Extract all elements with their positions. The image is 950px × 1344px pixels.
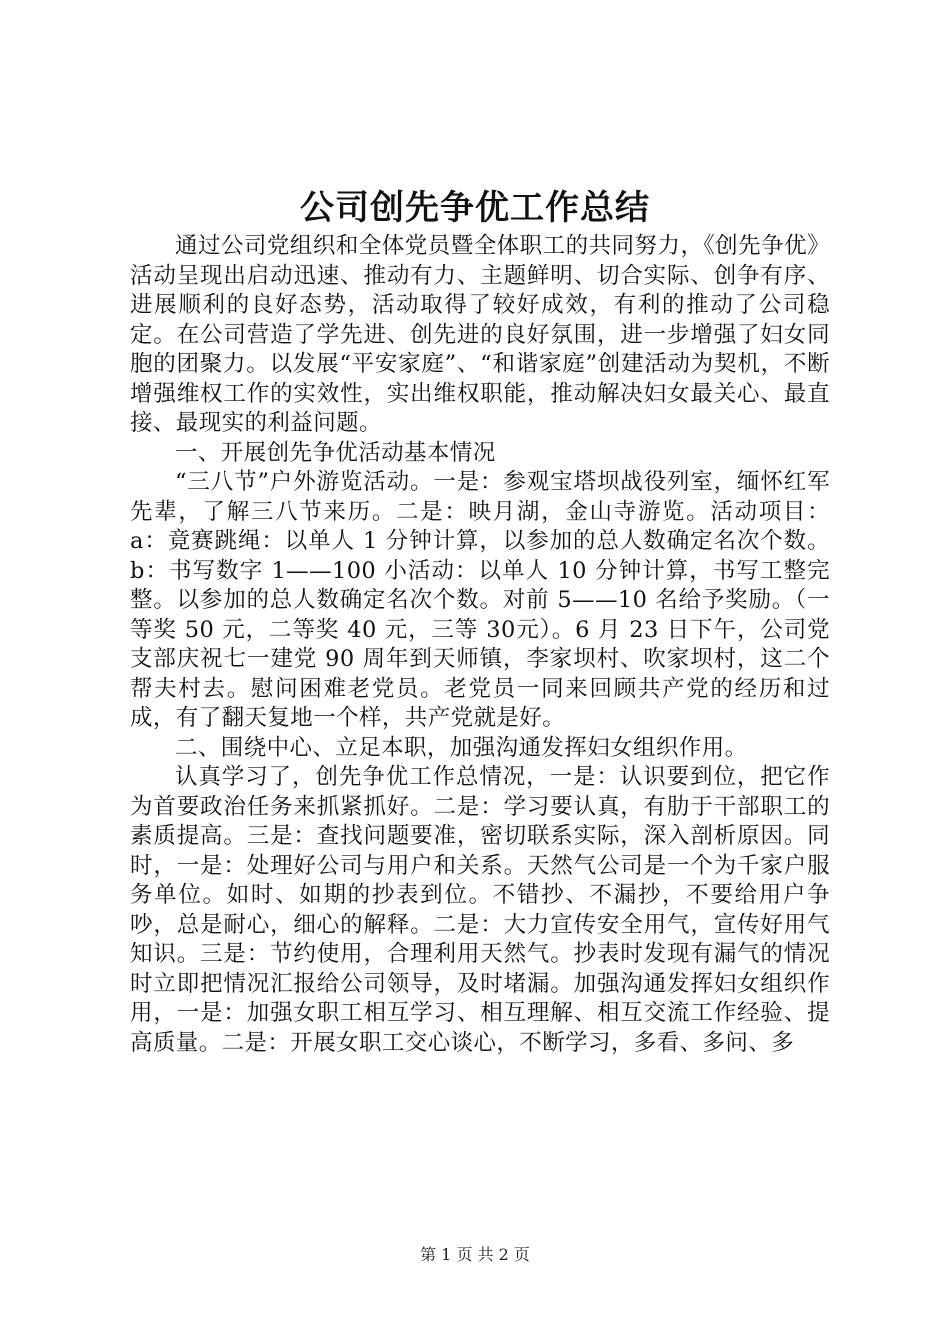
document-title: 公司创先争优工作总结 bbox=[300, 188, 650, 228]
document-body bbox=[130, 232, 830, 1058]
page-footer: 第 1 页 共 2 页 bbox=[420, 1245, 530, 1264]
section-heading-2: 二、围绕中心、立足本职，加强沟通发挥妇女组织作用。 bbox=[175, 734, 748, 761]
section-heading-1: 一、开展创先争优活动基本情况 bbox=[175, 439, 496, 466]
section-2-paragraph: 认真学习了，创先争优工作总情况，一是：认识要到位，把它作为首要政治任务来抓紧抓好。二是：学习要认真，有肋于干部职工的素质提高。三是：查找问题要准，密切联系实际，深入剖析原因。同时，一是：处理好公司与用户和关系。天然气公司是一个为千家户服务单位。如时、如期的抄表到位。不错抄、不漏抄，不要给用户争吵，总是耐心，细心的解释。二是：大力宣传安全用气，宣传好用气知识。三是：节约使用，合理利用天然气。抄表时发现有漏气的情况时立即把情况汇报给公司领导，及时堵漏。加强沟通发挥妇女组织作用，一是：加强女职工相互学习、相互理解、相互交流工作经验、提高质量。二是：开展女职工交心谈心，不断学习，多看、多问、多 bbox=[130, 764, 830, 1056]
section-1-paragraph: “三八节”户外游览活动。一是：参观宝塔坝战役列室，缅怀红军先辈，了解三八节来历。二是：映月湖，金山寺游览。活动项目：a：竟赛跳绳：以单人 1 分钟计算，以参加的总人数确定名次个数。b：书写数字 1——100 小活动：以单人 10 分钟计算，书写工整完整。以参加的总人数确定名次个数。对前 5——10 名给予奖励。（一等奖 50 元，二等奖 40 元，三等 30元）。6 月 23 日下午，公司党支部庆祝七一建党 90 周年到天师镇，李家坝村、吹家坝村，这二个帮夫村去。慰问困难老党员。老党员一同来回顾共产党的经历和过成，有了翻天复地一个样，共产党就是好。 bbox=[130, 469, 830, 731]
intro-paragraph: 通过公司党组织和全体党员暨全体职工的共同努力，《创先争优》活动呈现出启动迅速、推动有力、主题鲜明、切合实际、创争有序、进展顺利的良好态势，活动取得了较好成效，有利的推动了公司稳定。在公司营造了学先进、创先进的良好氛围，进一步增强了妇女同胞的团聚力。以发展“平安家庭”、“和谐家庭”创建活动为契机，不断增强维权工作的实效性，实出维权职能，推动解决妇女最关心、最直接、最现实的利益问题。 bbox=[130, 233, 830, 436]
